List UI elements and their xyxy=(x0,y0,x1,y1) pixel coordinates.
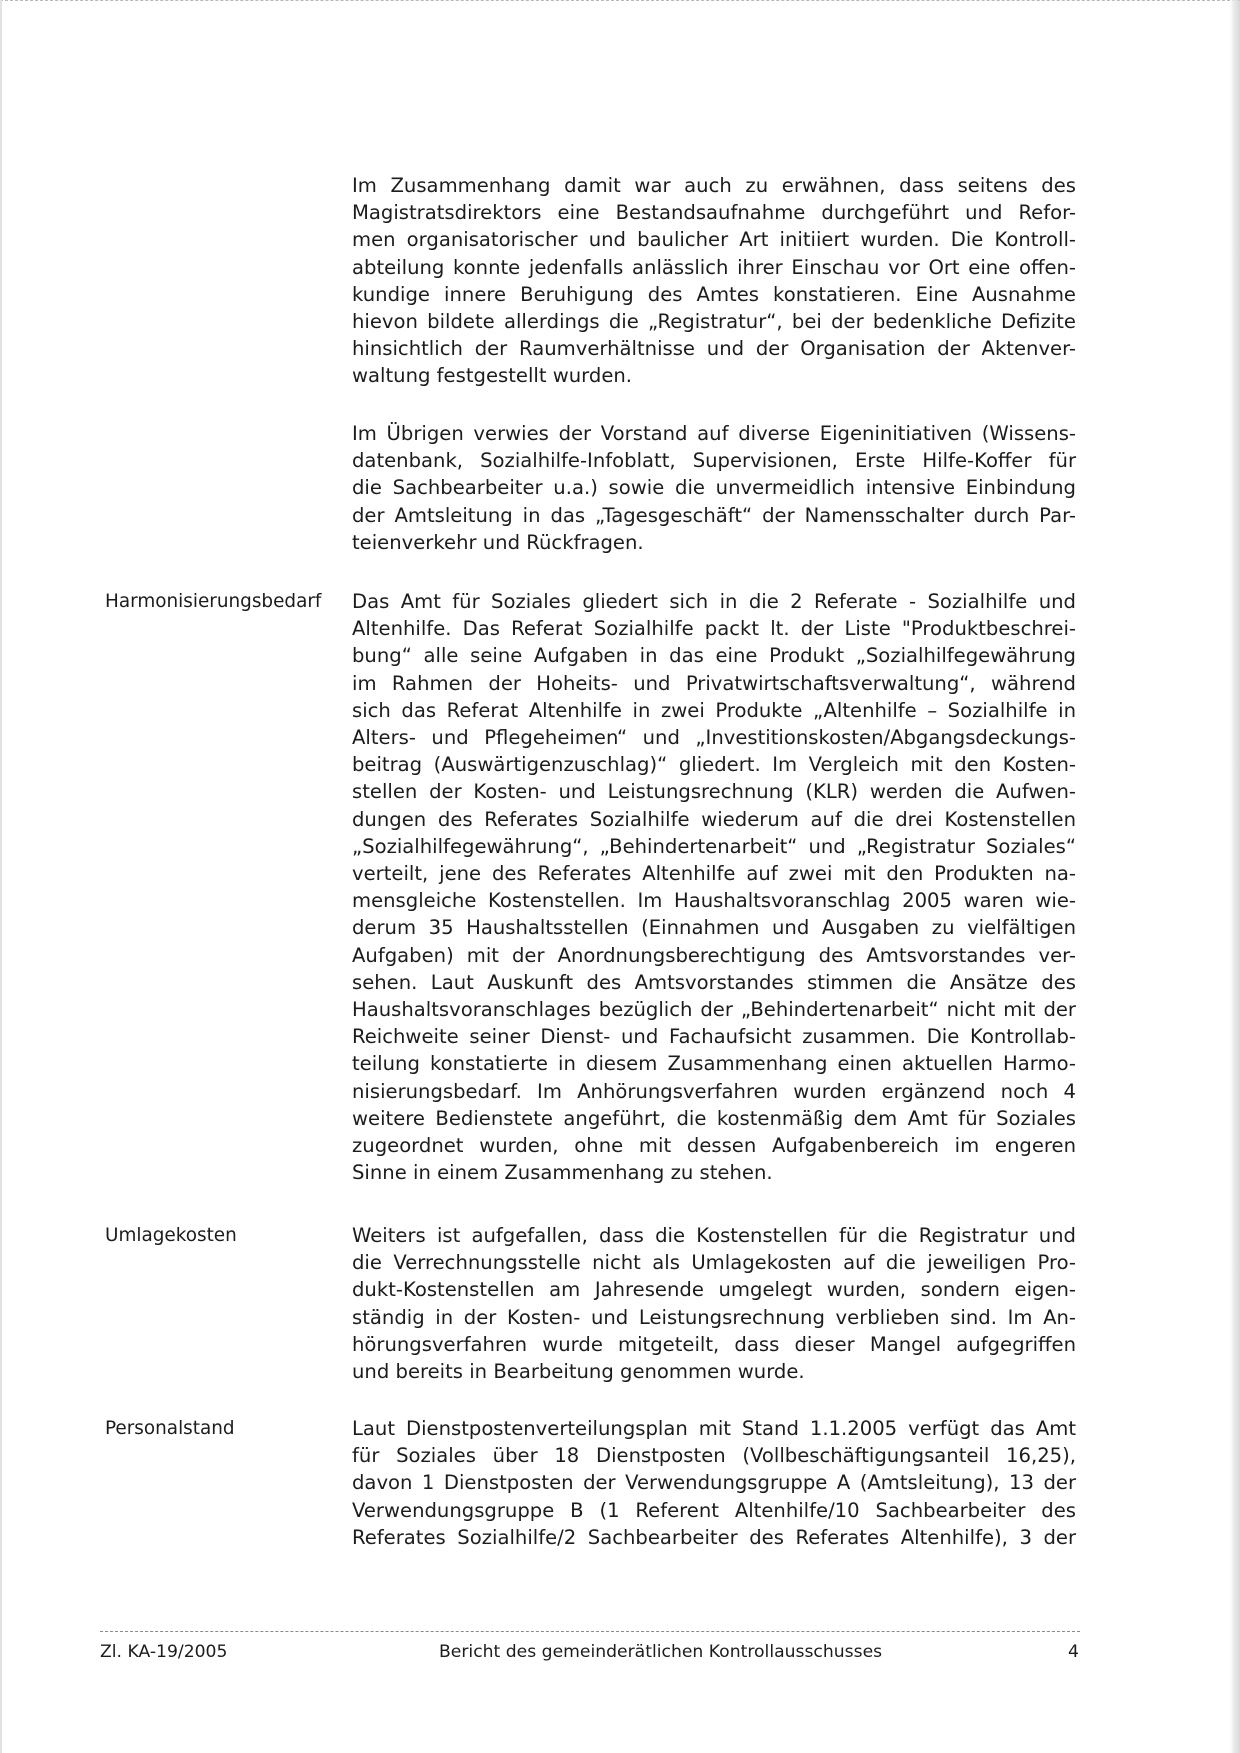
text-line: men organisatorischer und baulicher Art initiiert wurden. Die Kontroll- xyxy=(352,228,1076,252)
text-line: beitrag (Auswärtigenzuschlag)“ gliedert. Im Vergleich mit den Kosten- xyxy=(352,753,1076,777)
text-line: Im Übrigen verwies der Vorstand auf diverse Eigeninitiativen (Wissens- xyxy=(352,422,1076,445)
text-line: verteilt, jene des Referates Altenhilfe auf zwei mit den Produkten na- xyxy=(352,862,1076,886)
text-line: dungen des Referates Sozialhilfe wiederum auf die drei Kostenstellen xyxy=(352,807,1076,831)
text-line: „Sozialhilfegewährung“, „Behindertenarbeit“ und „Registratur Soziales“ xyxy=(352,834,1076,858)
text-line: sich das Referat Altenhilfe in zwei Produkte „Altenhilfe – Sozialhilfe in xyxy=(352,698,1076,722)
text-line: die Verrechnungsstelle nicht als Umlagekosten auf die jeweiligen Pro- xyxy=(352,1251,1076,1275)
text-line: Alters- und Pflegeheimen“ und „Investitionskosten/Abgangsdeckungs- xyxy=(352,726,1076,750)
text-line: Laut Dienstpostenverteilungsplan mit Stand 1.1.2005 verfügt das Amt xyxy=(352,1417,1076,1440)
footer-divider xyxy=(100,1631,1080,1632)
text-line: im Rahmen der Hoheits- und Privatwirtschaftsverwaltung“, während xyxy=(352,671,1076,695)
text-line: Reichweite seiner Dienst- und Fachaufsicht zusammen. Die Kontrollab- xyxy=(352,1025,1076,1049)
text-line: abteilung konnte jedenfalls anlässlich ihrer Einschau vor Ort eine offen- xyxy=(352,255,1076,279)
text-line: sehen. Laut Auskunft des Amtsvorstandes stimmen die Ansätze des xyxy=(352,970,1076,994)
text-line: weitere Bedienstete angeführt, die kostenmäßig dem Amt für Soziales xyxy=(352,1106,1076,1130)
paragraph-umlagekosten xyxy=(352,1222,1076,1385)
text-line: davon 1 Dienstposten der Verwendungsgruppe A (Amtsleitung), 13 der xyxy=(352,1471,1076,1495)
text-line: nisierungsbedarf. Im Anhörungsverfahren wurden ergänzend noch 4 xyxy=(352,1079,1076,1103)
margin-label-harmonisierungsbedarf: Harmonisierungsbedarf xyxy=(105,591,322,612)
text-line: Magistratsdirektors eine Bestandsaufnahme durchgeführt und Refor- xyxy=(352,201,1076,225)
text-line: ständig in der Kosten- und Leistungsrechnung verblieben sind. Im An- xyxy=(352,1305,1076,1329)
text-line: bung“ alle seine Aufgaben in das eine Produkt „Sozialhilfegewährung xyxy=(352,644,1076,668)
text-line: Referates Sozialhilfe/2 Sachbearbeiter des Referates Altenhilfe), 3 der xyxy=(352,1525,1076,1549)
margin-label-personalstand: Personalstand xyxy=(105,1418,235,1439)
text-line: Haushaltsvoranschlages bezüglich der „Behindertenarbeit“ nicht mit der xyxy=(352,998,1076,1022)
text-line: Altenhilfe. Das Referat Sozialhilfe packt lt. der Liste "Produktbeschrei- xyxy=(352,617,1076,641)
footer-title: Bericht des gemeinderätlichen Kontrollausschusses xyxy=(439,1642,883,1662)
text-line: teienverkehr und Rückfragen. xyxy=(352,530,644,554)
text-line: Sinne in einem Zusammenhang zu stehen. xyxy=(352,1161,773,1185)
text-line: Verwendungsgruppe B (1 Referent Altenhilfe/10 Sachbearbeiter des xyxy=(352,1498,1076,1522)
paragraph-personalstand xyxy=(352,1415,1076,1551)
text-line: stellen der Kosten- und Leistungsrechnung (KLR) werden die Aufwen- xyxy=(352,780,1076,804)
page-number: 4 xyxy=(1068,1642,1079,1662)
paragraph-registratur xyxy=(352,172,1076,390)
text-line: Das Amt für Soziales gliedert sich in die 2 Referate - Sozialhilfe und xyxy=(352,590,1076,613)
text-line: hievon bildete allerdings die „Registratur“, bei der bedenkliche Defizite xyxy=(352,310,1076,334)
text-line: die Sachbearbeiter u.a.) sowie die unvermeidlich intensive Einbindung xyxy=(352,476,1076,500)
text-line: Aufgaben) mit der Anordnungsberechtigung des Amtsvorstandes ver- xyxy=(352,943,1076,967)
text-line: mensgleiche Kostenstellen. Im Haushaltsvoranschlag 2005 waren wie- xyxy=(352,889,1076,913)
text-line: für Soziales über 18 Dienstposten (Vollbeschäftigungsanteil 16,25), xyxy=(352,1444,1076,1468)
text-line: teilung konstatierte in diesem Zusammenhang einen aktuellen Harmo- xyxy=(352,1052,1076,1076)
margin-label-umlagekosten: Umlagekosten xyxy=(105,1225,237,1246)
text-line: Weiters ist aufgefallen, dass die Kostenstellen für die Registratur und xyxy=(352,1224,1076,1247)
paragraph-eigeninitiativen xyxy=(352,420,1076,556)
text-line: zugeordnet wurden, ohne mit dessen Aufgabenbereich im engeren xyxy=(352,1134,1076,1158)
text-line: und bereits in Bearbeitung genommen wurde. xyxy=(352,1360,805,1384)
footer-reference: Zl. KA-19/2005 xyxy=(100,1642,228,1662)
text-line: der Amtsleitung in das „Tagesgeschäft“ der Namensschalter durch Par- xyxy=(352,503,1076,527)
text-line: waltung festgestellt wurden. xyxy=(352,364,633,388)
text-line: hörungsverfahren wurde mitgeteilt, dass dieser Mangel aufgegriffen xyxy=(352,1332,1076,1356)
paragraph-harmonisierungsbedarf xyxy=(352,588,1076,1186)
text-line: Im Zusammenhang damit war auch zu erwähnen, dass seitens des xyxy=(352,174,1076,197)
text-line: hinsichtlich der Raumverhältnisse und der Organisation der Aktenver- xyxy=(352,337,1076,361)
text-line: kundige innere Beruhigung des Amtes konstatieren. Eine Ausnahme xyxy=(352,282,1076,306)
text-line: datenbank, Sozialhilfe-Infoblatt, Supervisionen, Erste Hilfe-Koffer für xyxy=(352,449,1076,473)
text-line: derum 35 Haushaltsstellen (Einnahmen und Ausgaben zu vielfältigen xyxy=(352,916,1076,940)
text-line: dukt-Kostenstellen am Jahresende umgelegt wurden, sondern eigen- xyxy=(352,1278,1076,1302)
